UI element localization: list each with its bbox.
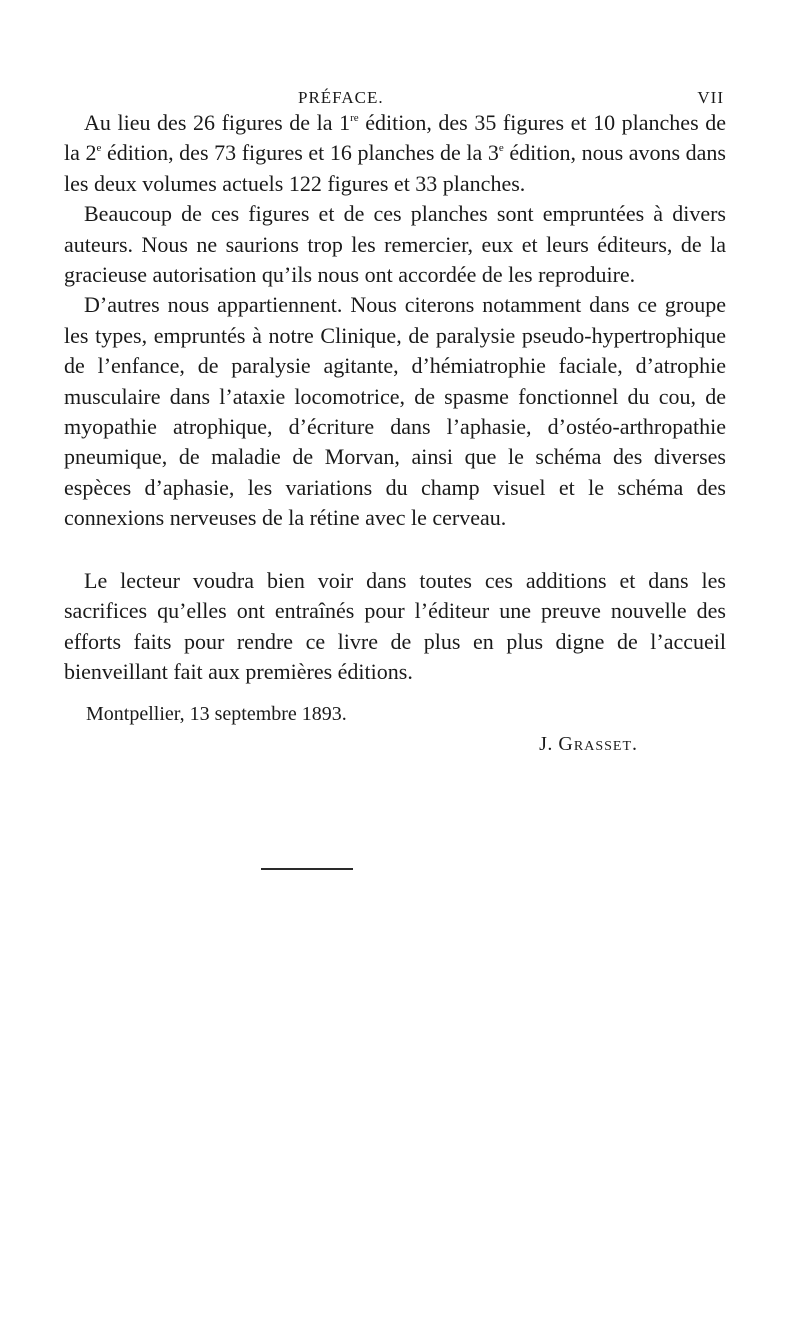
running-header xyxy=(64,86,726,108)
place-date: Montpellier, 13 septembre 1893. xyxy=(86,703,347,726)
document-page xyxy=(64,86,726,759)
page-number: VII xyxy=(697,88,724,107)
paragraph-1: Au lieu des 26 figures de la 1re édition, des 35 figures et 10 planches de la 2e édition, des 73 figures et 16 planches de la 3e édition, nous avons dans les deux volumes actuels 122 figures et 33 planches. xyxy=(64,110,726,196)
paragraph-4: Le lecteur voudra bien voir dans toutes ces additions et dans les sacrifices qu’elles ont entraînés pour l’éditeur une preuve nouvelle des efforts faits pour rendre ce livre de plus en plus digne de l’accueil bienveillant fait aux premières éditions. xyxy=(64,567,726,684)
divider-rule xyxy=(261,868,353,870)
paragraph-2: Beaucoup de ces figures et de ces planches sont empruntées à divers auteurs. Nous ne saurions trop les remercier, eux et leurs éditeurs, de la gracieuse autorisation qu’ils nous ont accordée de les reproduire. xyxy=(64,201,726,288)
running-title: PRÉFACE. xyxy=(298,88,384,107)
paragraph-3: D’autres nous appartiennent. Nous citerons notamment dans ce groupe les types, empruntés à notre Clinique, de paralysie pseudo-hypertrophique de l’enfance, de paralysie agitante, d’hémiatrophie faciale, d’atrophie musculaire dans l’ataxie locomotrice, de spasme fonctionnel du cou, de myopathie atrophique, d’écriture dans l’aphasie, d’ostéo-arthropathie pneumique, de maladie de Morvan, ainsi que le schéma des diverses espèces d’aphasie, les variations du champ visuel et le schéma des connexions nerveuses de la rétine avec le cerveau. xyxy=(64,292,726,531)
signature: J. Grasset. xyxy=(539,733,638,756)
